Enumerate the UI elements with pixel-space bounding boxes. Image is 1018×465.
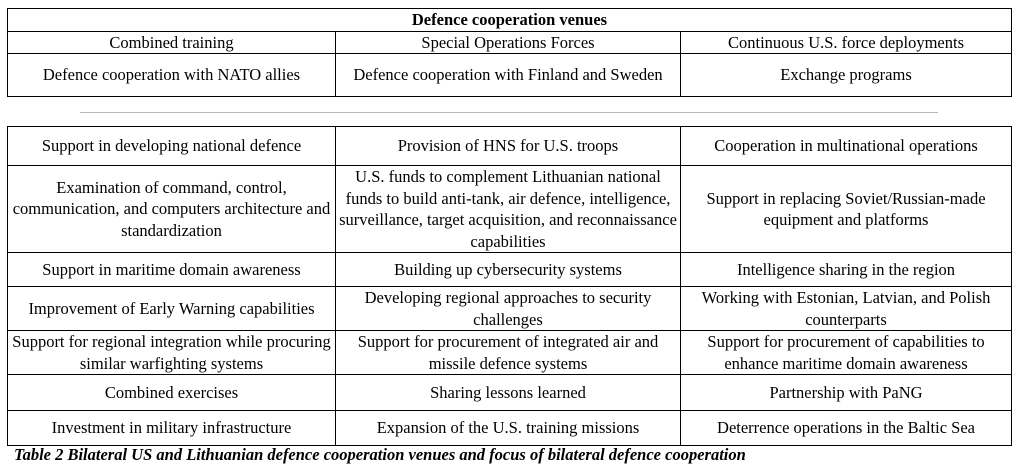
table-cell: Developing regional approaches to security challenges (336, 287, 681, 331)
table-row (8, 127, 1012, 166)
table-row (8, 375, 1012, 411)
table-cell: Intelligence sharing in the region (681, 253, 1012, 287)
table-row (8, 411, 1012, 446)
table-cell: Support for regional integration while procuring similar warfighting systems (8, 331, 336, 375)
table-row (8, 166, 1012, 253)
table-cell: Cooperation in multinational operations (681, 127, 1012, 166)
venues-table-title: Defence cooperation venues (8, 9, 1012, 32)
table-cell: Partnership with PaNG (681, 375, 1012, 411)
table-cell: Special Operations Forces (336, 31, 681, 54)
table-cell: Sharing lessons learned (336, 375, 681, 411)
separator-line (80, 112, 938, 113)
table-row (8, 331, 1012, 375)
table-cell: Support for procurement of integrated air and missile defence systems (336, 331, 681, 375)
table-caption: Table 2 Bilateral US and Lithuanian defence cooperation venues and focus of bilateral defence cooperation (14, 445, 746, 464)
table-cell: Working with Estonian, Latvian, and Polish counterparts (681, 287, 1012, 331)
table-cell: Expansion of the U.S. training missions (336, 411, 681, 446)
table-cell: Defence cooperation with NATO allies (8, 54, 336, 97)
table-cell: Support in maritime domain awareness (8, 253, 336, 287)
table-cell: Support in developing national defence (8, 127, 336, 166)
table-cell: Improvement of Early Warning capabilities (8, 287, 336, 331)
cooperation-areas-table (7, 126, 1012, 446)
venues-table (7, 8, 1012, 97)
table-cell: Support for procurement of capabilities to enhance maritime domain awareness (681, 331, 1012, 375)
table-cell: Defence cooperation with Finland and Sweden (336, 54, 681, 97)
table-cell: Deterrence operations in the Baltic Sea (681, 411, 1012, 446)
table-cell: Investment in military infrastructure (8, 411, 336, 446)
table-cell: Exchange programs (681, 54, 1012, 97)
table-cell: Continuous U.S. force deployments (681, 31, 1012, 54)
table-cell: Combined exercises (8, 375, 336, 411)
table-row (8, 31, 1012, 54)
table-cell: Examination of command, control, communication, and computers architecture and standardization (8, 166, 336, 253)
table-row (8, 253, 1012, 287)
table-cell: Building up cybersecurity systems (336, 253, 681, 287)
table-cell: Provision of HNS for U.S. troops (336, 127, 681, 166)
table-row (8, 287, 1012, 331)
table-cell: Combined training (8, 31, 336, 54)
table-row (8, 54, 1012, 97)
table-cell: U.S. funds to complement Lithuanian national funds to build anti-tank, air defence, intelligence, surveillance, target acquisition, and reconnaissance capabilities (336, 166, 681, 253)
table-cell: Support in replacing Soviet/Russian-made equipment and platforms (681, 166, 1012, 253)
